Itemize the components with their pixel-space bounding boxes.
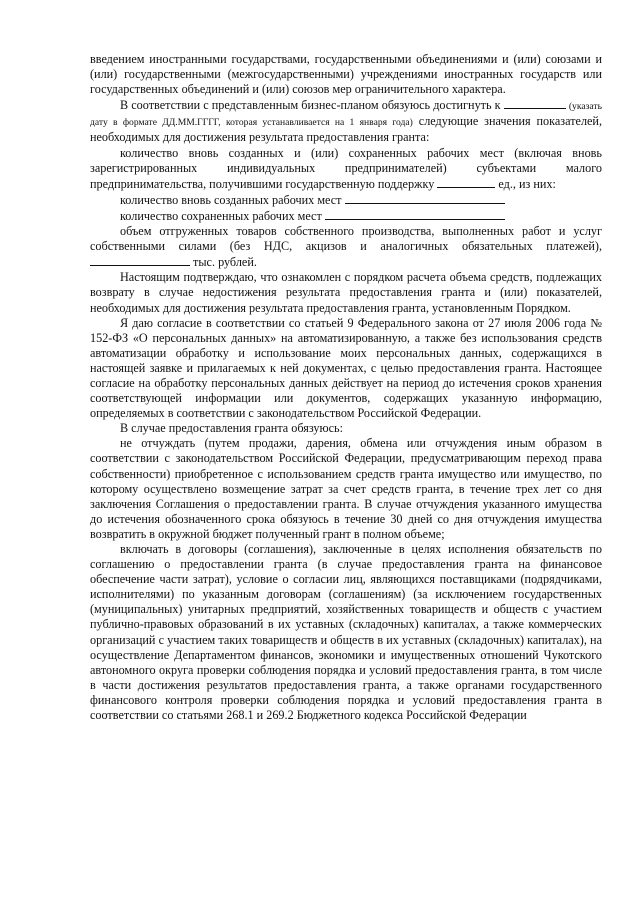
paragraph-confirmation: Настоящим подтверждаю, что ознакомлен с порядком расчета объема средств, подлежащих возврату в случае недостижения результата предоставления гранта и (или) показателей, необходимых для достижения результата предоставления гранта, установленным Порядком. <box>90 270 602 315</box>
paragraph-shipped-volume <box>90 224 602 270</box>
paragraph-business-plan <box>90 97 602 145</box>
jobs-total-blank[interactable] <box>437 176 495 188</box>
paragraph-jobs-new <box>90 192 602 208</box>
date-format-note: (указать дату в формате ДД.ММ.ГГГГ, которая устанавливается на 1 января года) <box>90 101 602 129</box>
paragraph-jobs-total <box>90 146 602 192</box>
jobs-kept-blank[interactable] <box>325 208 505 220</box>
document-page <box>90 52 602 723</box>
jobs-kept-text: количество сохраненных рабочих мест <box>120 208 322 223</box>
shipped-volume-blank[interactable] <box>90 254 190 266</box>
jobs-total-text: количество вновь созданных и (или) сохраненных рабочих мест (включая вновь зарегистрированных индивидуальных предпринимателей) субъектами малого предпринимательства, получившими государственную поддержку <box>90 145 602 191</box>
jobs-new-text: количество вновь созданных рабочих мест <box>120 192 342 207</box>
shipped-volume-unit: тыс. рублей. <box>193 255 257 270</box>
jobs-new-blank[interactable] <box>345 192 505 204</box>
paragraph-obligations-intro: В случае предоставления гранта обязуюсь: <box>120 421 343 436</box>
shipped-volume-text: объем отгруженных товаров собственного производства, выполненных работ и услуг собственными силами (без НДС, акцизов и аналогичных обязательных платежей), <box>90 224 602 254</box>
indicators-text: следующие значения показателей, необходимых для достижения результата предоставления гранта: <box>90 114 603 145</box>
date-blank[interactable] <box>504 97 566 109</box>
paragraph-restrictions: введением иностранными государствами, государственными объединениями и (или) союзами и (или) государственными (межгосударственными) учреждениями иностранных государств или государственных объединений и (или) союзов мер ограничительного характера. <box>90 52 602 97</box>
paragraph-contract-conditions: включать в договоры (соглашения), заключенные в целях исполнения обязательств по соглашению о предоставлении гранта (в случае предоставления гранта на финансовое обеспечение части затрат), условие о согласии лиц, являющихся поставщиками (подрядчиками, исполнителями) по указанным договорам (соглашениям) (за исключением государственных (муниципальных) унитарных предприятий, хозяйственных товариществ и обществ с участием публично-правовых образований в их уставных (складочных) капиталах, а также коммерческих организаций с участием таких товариществ и обществ в их уставных (складочных) капиталах), на осуществление Департаментом финансов, экономики и имущественных отношений Чукотского автономного округа проверки соблюдения порядка и условий предоставления гранта, в том числе в части достижения результатов предоставления гранта, а также органами государственного финансового контроля проверки соблюдения порядка и условий предоставления гранта в соответствии со статьями 268.1 и 269.2 Бюджетного кодекса Российской Федерации <box>90 542 602 723</box>
paragraph-personal-data-consent: Я даю согласие в соответствии со статьей 9 Федерального закона от 27 июля 2006 года № 152-ФЗ «О персональных данных» на автоматизированную, а также без использования средств автоматизации обработку и использование моих персональных данных, содержащихся в настоящей заявке и прилагаемых к ней документах, с целью предоставления гранта. Настоящее согласие на обработку персональных данных действует на период до истечения сроков хранения соответствующей информации или документов, содержащих указанную информацию, определяемых в соответствии с законодательством Российской Федерации. <box>90 315 602 421</box>
business-plan-text: В соответствии с представленным бизнес-планом обязуюсь достигнуть к <box>120 98 501 113</box>
paragraph-no-alienation: не отчуждать (путем продажи, дарения, обмена или отчуждения иным образом в соответствии с законодательством Российской Федерации, предусматривающим переход права собственности) приобретенное с использованием средств гранта имущество или имущество, по которому осуществлено возмещение затрат за счет средств гранта, в течение трех лет со дня заключения Соглашения о предоставлении гранта. В случае отчуждения указанного имущества до истечения обозначенного срока обязуюсь в течение 30 дней со дня отчуждения имущества возвратить в окружной бюджет полученный грант в полном объеме; <box>90 436 602 541</box>
paragraph-jobs-kept <box>90 208 602 224</box>
jobs-total-unit: ед., из них: <box>498 176 556 191</box>
